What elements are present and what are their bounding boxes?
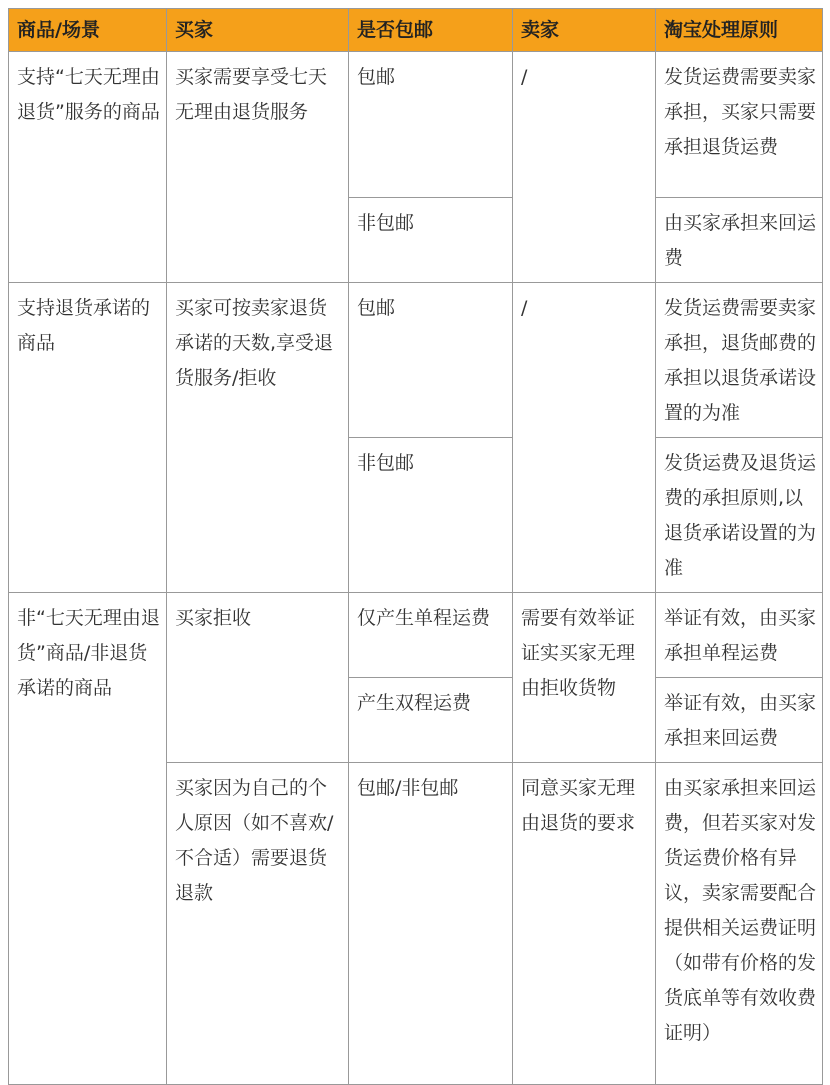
seller-cell: 同意买家无理由退货的要求 — [513, 763, 656, 1085]
table-row — [9, 283, 823, 438]
header-free-shipping: 是否包邮 — [349, 9, 513, 52]
buyer-cell: 买家因为自己的个人原因（如不喜欢/不合适）需要退货退款 — [167, 763, 349, 1085]
header-scene: 商品/场景 — [9, 9, 167, 52]
shipping-cell: 产生双程运费 — [349, 678, 513, 763]
rule-cell: 由买家承担来回运费，但若买家对发货运费价格有异议，卖家需要配合提供相关运费证明（如带有价格的发货底单等有效收费证明） — [656, 763, 823, 1085]
table-row — [9, 593, 823, 678]
rule-cell: 发货运费需要卖家承担，买家只需要承担退货运费 — [656, 52, 823, 198]
rule-cell: 由买家承担来回运费 — [656, 198, 823, 283]
table-row — [9, 52, 823, 198]
scene-cell: 支持退货承诺的商品 — [9, 283, 167, 593]
rule-cell: 发货运费及退货运费的承担原则,以退货承诺设置的为准 — [656, 438, 823, 593]
rule-cell: 举证有效，由买家承担来回运费 — [656, 678, 823, 763]
shipping-cell: 包邮 — [349, 52, 513, 198]
scene-cell: 支持“七天无理由退货”服务的商品 — [9, 52, 167, 283]
buyer-cell: 买家可按卖家退货承诺的天数,享受退货服务/拒收 — [167, 283, 349, 593]
shipping-cell: 包邮 — [349, 283, 513, 438]
shipping-cell: 非包邮 — [349, 438, 513, 593]
header-buyer: 买家 — [167, 9, 349, 52]
header-row — [9, 9, 823, 52]
header-seller: 卖家 — [513, 9, 656, 52]
seller-cell: / — [513, 52, 656, 283]
seller-cell: / — [513, 283, 656, 593]
buyer-cell: 买家拒收 — [167, 593, 349, 763]
shipping-cell: 仅产生单程运费 — [349, 593, 513, 678]
shipping-cell: 非包邮 — [349, 198, 513, 283]
buyer-cell: 买家需要享受七天无理由退货服务 — [167, 52, 349, 283]
seller-cell: 需要有效举证证实买家无理由拒收货物 — [513, 593, 656, 763]
freight-policy-table — [8, 8, 823, 1085]
rule-cell: 举证有效，由买家承担单程运费 — [656, 593, 823, 678]
shipping-cell: 包邮/非包邮 — [349, 763, 513, 1085]
scene-cell: 非“七天无理由退货”商品/非退货承诺的商品 — [9, 593, 167, 1085]
header-rule: 淘宝处理原则 — [656, 9, 823, 52]
rule-cell: 发货运费需要卖家承担，退货邮费的承担以退货承诺设置的为准 — [656, 283, 823, 438]
